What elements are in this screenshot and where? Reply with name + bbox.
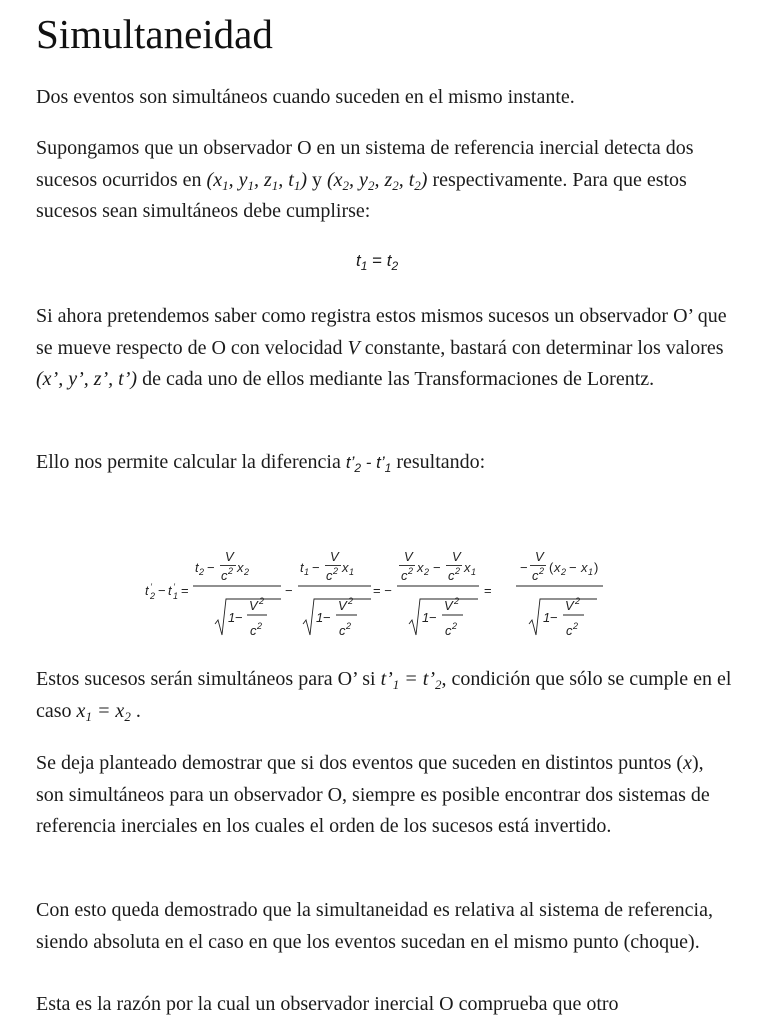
svg-text:V: V <box>535 549 544 564</box>
svg-text:x: x <box>237 560 244 575</box>
event-2-coords: ($x_2$, $y_2$, $z_2$, $t_2$) <box>327 168 428 193</box>
svg-text:=: = <box>484 583 492 598</box>
svg-text:t: t <box>168 583 172 598</box>
svg-text:c: c <box>326 568 333 583</box>
svg-text:−: − <box>550 610 558 625</box>
text-run: de cada uno de ellos mediante las Transformaciones de Lorentz. <box>137 368 655 390</box>
svg-text:2: 2 <box>452 621 458 631</box>
paragraph-observer <box>36 133 736 228</box>
text-run: resultando: <box>391 451 486 473</box>
svg-text:−: − <box>312 560 320 575</box>
svg-text:2: 2 <box>539 566 545 576</box>
fraction-1 <box>193 549 281 638</box>
svg-text:’: ’ <box>173 582 175 592</box>
svg-text:c: c <box>445 623 452 638</box>
svg-text:2: 2 <box>455 566 461 576</box>
fraction-2 <box>298 549 371 638</box>
svg-text:2: 2 <box>454 596 460 606</box>
svg-text:2: 2 <box>257 621 263 631</box>
svg-text:2: 2 <box>228 566 234 576</box>
fraction-3 <box>397 549 479 638</box>
velocity-symbol: V <box>347 336 360 359</box>
svg-text:c: c <box>566 623 573 638</box>
page-title: Simultaneidad <box>36 11 273 57</box>
svg-text:1: 1 <box>316 610 324 625</box>
eq-operator: = <box>367 251 387 270</box>
svg-text:1: 1 <box>422 610 430 625</box>
svg-text:2: 2 <box>150 591 156 601</box>
svg-text:−: − <box>323 610 331 625</box>
svg-text:−: − <box>429 610 437 625</box>
svg-text:2: 2 <box>346 621 352 631</box>
paragraph-difference <box>36 447 736 479</box>
svg-text:2: 2 <box>424 567 430 577</box>
svg-text:V: V <box>404 549 413 564</box>
svg-text:c: c <box>448 568 455 583</box>
svg-text:x: x <box>342 560 349 575</box>
svg-text:1: 1 <box>588 567 594 577</box>
text-run: . <box>130 699 141 722</box>
svg-text:x: x <box>417 560 424 575</box>
paragraph-continuation: Esta es la razón por la cual un observador inercial O comprueba que otro <box>36 993 619 1015</box>
svg-text:V: V <box>565 598 574 613</box>
svg-text:−: − <box>207 560 215 575</box>
svg-text:c: c <box>532 568 539 583</box>
svg-text:c: c <box>401 568 408 583</box>
svg-text:2: 2 <box>573 621 579 631</box>
text-run: Estos sucesos serán simultáneos para O’ si <box>36 668 381 690</box>
svg-text:−: − <box>285 583 293 598</box>
svg-text:1: 1 <box>543 610 551 625</box>
paragraph-conclusion: Con esto queda demostrado que la simultaneidad es relativa al sistema de referencia, siendo absoluta en el caso en que los eventos sucedan en el mismo punto (choque). <box>36 899 713 953</box>
paragraph-condition <box>36 664 736 727</box>
svg-text:2: 2 <box>561 567 567 577</box>
text-run: Supongamos que un observador O en un sistema de referencia inercial detecta dos sucesos ocurridos en <box>36 137 694 191</box>
svg-text:V: V <box>452 549 461 564</box>
svg-text:V: V <box>330 549 339 564</box>
text-run: y <box>307 168 327 191</box>
svg-text:t: t <box>195 560 199 575</box>
svg-text:2: 2 <box>333 566 339 576</box>
paragraph-definition: Dos eventos son simultáneos cuando suceden en el mismo instante. <box>36 86 575 108</box>
svg-text:1: 1 <box>304 567 310 577</box>
text-run: , condición que sólo se cumple en el caso <box>36 668 732 722</box>
event-1-coords: ($x_1$, $y_1$, $z_1$, $t_1$) <box>206 168 307 193</box>
svg-text:−: − <box>158 583 166 598</box>
paragraph-lorentz <box>36 301 736 396</box>
equation-simultaneity <box>356 251 398 271</box>
svg-text:1: 1 <box>228 610 236 625</box>
svg-text:1: 1 <box>349 567 355 577</box>
text-run: ), son simultáneos para un observador O, siempre es posible encontrar dos sistemas de referencia inerciales en los cuales el orden de los sucesos está invertido. <box>36 752 710 837</box>
svg-text:V: V <box>444 598 453 613</box>
svg-text:2: 2 <box>408 566 414 576</box>
svg-text:c: c <box>339 623 346 638</box>
text-run: respectivamente. Para que estos sucesos sean simultáneos debe cumplirse: <box>36 168 687 222</box>
eq-sub: 1 <box>360 259 368 273</box>
text-run: Ello nos permite calcular la diferencia <box>36 451 346 473</box>
svg-text:1: 1 <box>173 591 179 601</box>
lorentz-difference-equation <box>145 540 625 645</box>
text-run: Se deja planteado demostrar que si dos eventos que suceden en distintos puntos ( <box>36 752 684 774</box>
svg-text:2: 2 <box>348 596 354 606</box>
svg-text:c: c <box>221 568 228 583</box>
x-symbol: x <box>683 752 692 774</box>
difference-expression: $t’_2$ - $t’_1$ <box>345 453 392 475</box>
svg-text:1: 1 <box>471 567 477 577</box>
eq-t: t <box>386 251 392 270</box>
svg-text:’: ’ <box>150 582 152 592</box>
svg-text:−: − <box>433 560 441 575</box>
svg-text:2: 2 <box>199 567 205 577</box>
svg-text:V: V <box>249 598 258 613</box>
svg-text:(: ( <box>549 560 554 575</box>
svg-text:= −: = − <box>373 583 392 598</box>
svg-text:=: = <box>181 583 189 598</box>
time-equality: $t’_1$ = $t’_2$ <box>380 668 442 692</box>
svg-text:t: t <box>300 560 304 575</box>
svg-text:x: x <box>464 560 471 575</box>
eq-t: t <box>356 251 361 270</box>
paragraph-exercise <box>36 748 736 843</box>
svg-text:2: 2 <box>244 567 250 577</box>
svg-text:x: x <box>554 560 561 575</box>
svg-text:2: 2 <box>575 596 581 606</box>
svg-text:c: c <box>250 623 257 638</box>
svg-text:t: t <box>145 583 149 598</box>
svg-text:−: − <box>235 610 243 625</box>
position-equality: $x_1 = x_2$ <box>76 699 131 724</box>
svg-text:V: V <box>338 598 347 613</box>
svg-text:V: V <box>225 549 234 564</box>
svg-text:−: − <box>569 560 577 575</box>
svg-text:): ) <box>594 560 599 575</box>
text-run: Si ahora pretendemos saber como registra estos mismos sucesos un observador O’ que se mueve respecto de O con velocidad <box>36 305 727 359</box>
svg-text:2: 2 <box>259 596 265 606</box>
primed-values: (x’, y’, z’, t’) <box>36 368 138 390</box>
text-run: constante, bastará con determinar los valores <box>359 336 724 359</box>
svg-text:x: x <box>581 560 588 575</box>
fraction-4 <box>516 549 603 638</box>
eq-sub: 2 <box>391 259 399 273</box>
svg-text:−: − <box>520 560 528 575</box>
